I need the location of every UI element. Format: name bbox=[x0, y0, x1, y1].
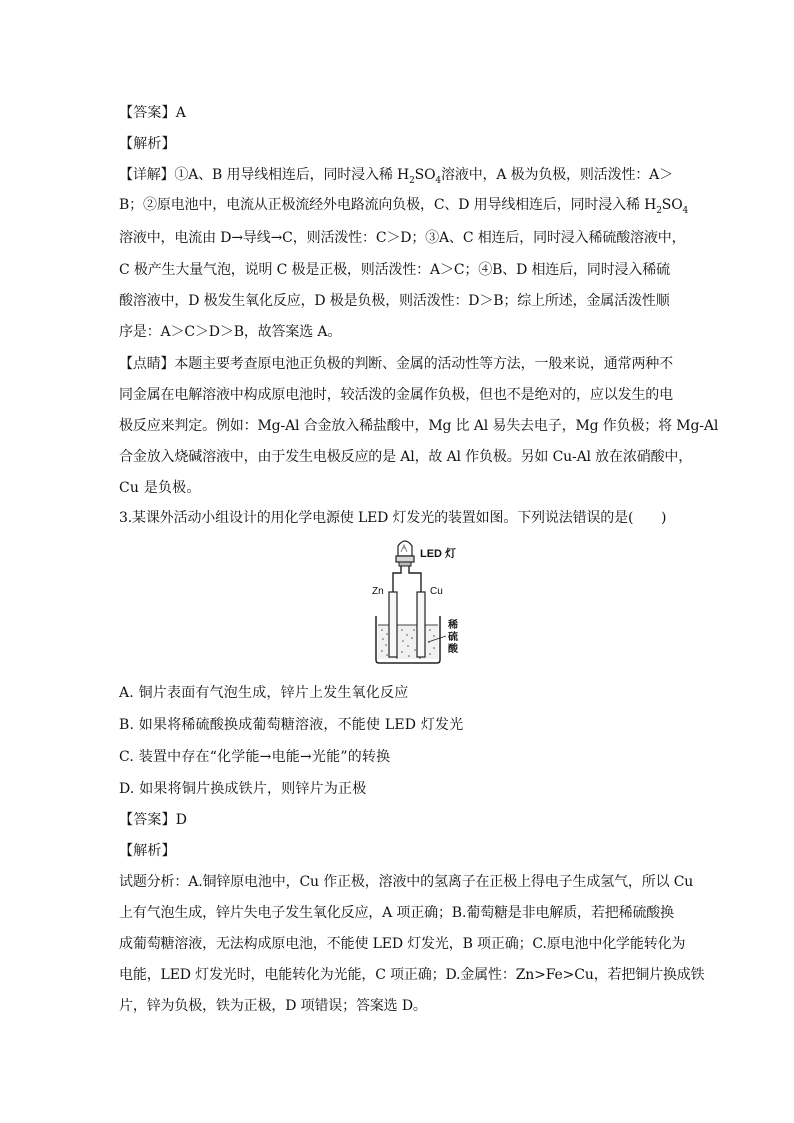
q2-tips-line-5: Cu 是负极。 bbox=[119, 480, 201, 496]
q2-tips-line-2: 同金属在电解溶液中构成原电池时，较活泼的金属作负极，但也不是绝对的，应以发生的电 bbox=[119, 387, 673, 403]
led-label: LED 灯 bbox=[420, 548, 457, 560]
led-bulb-icon bbox=[396, 541, 414, 566]
zn-label: Zn bbox=[372, 586, 384, 597]
q2-detail-line-4: C 极产生大量气泡，说明 C 极是正极，则活泼性：A＞C；④B、D 相连后，同时浸入稀硫 bbox=[119, 262, 670, 278]
q2-tips-line-4: 合金放入烧碱溶液中，由于发生电极反应的是 Al，故 Al 作负极。另如 Cu-Al 放在浓硝酸中， bbox=[119, 449, 693, 465]
copper-electrode bbox=[417, 592, 425, 657]
q3-option-a: A. 铜片表面有气泡生成，锌片上发生氧化反应 bbox=[119, 685, 409, 701]
acid-label-char-2: 硫 bbox=[448, 632, 458, 643]
cu-label: Cu bbox=[430, 586, 443, 597]
q3-analysis-line-4: 电能，LED 灯发光时，电能转化为光能，C 项正确；D.金属性：Zn>Fe>Cu，若把铜片换成铁 bbox=[119, 967, 705, 983]
acid-label-char-1: 稀 bbox=[448, 620, 458, 631]
q3-analysis-line-2: 上有气泡生成，锌片失电子发生氧化反应，A 项正确；B.葡萄糖是非电解质，若把稀硫酸换 bbox=[119, 905, 674, 921]
q2-detail-line-6: 序是：A＞C＞D＞B，故答案选 A。 bbox=[119, 324, 342, 340]
q3-analysis-heading: 【解析】 bbox=[119, 843, 176, 859]
acid-label-char-3: 酸 bbox=[448, 644, 458, 655]
q2-detail-line-3: 溶液中，电流由 D→导线→C，则活泼性：C＞D；③A、C 相连后，同时浸入稀硫酸溶液中， bbox=[119, 230, 686, 246]
q2-detail-line-5: 酸溶液中，D 极发生氧化反应，D 极是负极，则活泼性：D＞B；综上所述，金属活泼性顺 bbox=[119, 293, 670, 309]
q2-analysis-heading: 【解析】 bbox=[119, 136, 176, 152]
q3-option-c: C. 装置中存在“化学能→电能→光能”的转换 bbox=[119, 749, 391, 765]
q2-answer: 【答案】A bbox=[119, 105, 187, 121]
zinc-electrode bbox=[389, 592, 397, 657]
q3-analysis-line-5: 片，锌为负极，铁为正极，D 项错误；答案选 D。 bbox=[119, 998, 427, 1014]
q3-option-d: D. 如果将铜片换成铁片，则锌片为正极 bbox=[119, 781, 367, 797]
q2-detail-line-2: B；②原电池中，电流从正极流经外电路流向负极，C、D 用导线相连后，同时浸入稀 $H_2SO_4$ bbox=[119, 197, 689, 216]
q3-analysis-line-3: 成葡萄糖溶液，无法构成原电池，不能使 LED 灯发光，B 项正确；C.原电池中化学能转化为 bbox=[119, 936, 686, 952]
battery-led-figure bbox=[372, 532, 472, 672]
q3-answer: 【答案】D bbox=[119, 812, 188, 828]
q3-stem: 3.某课外活动小组设计的用化学电源使 LED 灯发光的装置如图。下列说法错误的是( ) bbox=[119, 510, 667, 526]
q2-tips-line-3: 极反应来判定。例如：Mg-Al 合金放入稀盐酸中，Mg 比 Al 易失去电子，Mg 作负极；将 Mg-Al bbox=[119, 418, 719, 434]
q2-tips-line-1: 【点睛】本题主要考查原电池正负极的判断、金属的活动性等方法，一般来说，通常两种不 bbox=[119, 356, 673, 372]
q3-option-b: B. 如果将稀硫酸换成葡萄糖溶液，不能使 LED 灯发光 bbox=[119, 717, 464, 733]
q2-detail-line-1: 【详解】①A、B 用导线相连后，同时浸入稀 $H_2SO_4$溶液中，A 极为负极，则活泼性：A＞ bbox=[119, 167, 673, 186]
q3-analysis-line-1: 试题分析：A.铜锌原电池中，Cu 作正极，溶液中的氢离子在正极上得电子生成氢气，所以 Cu bbox=[119, 874, 694, 890]
